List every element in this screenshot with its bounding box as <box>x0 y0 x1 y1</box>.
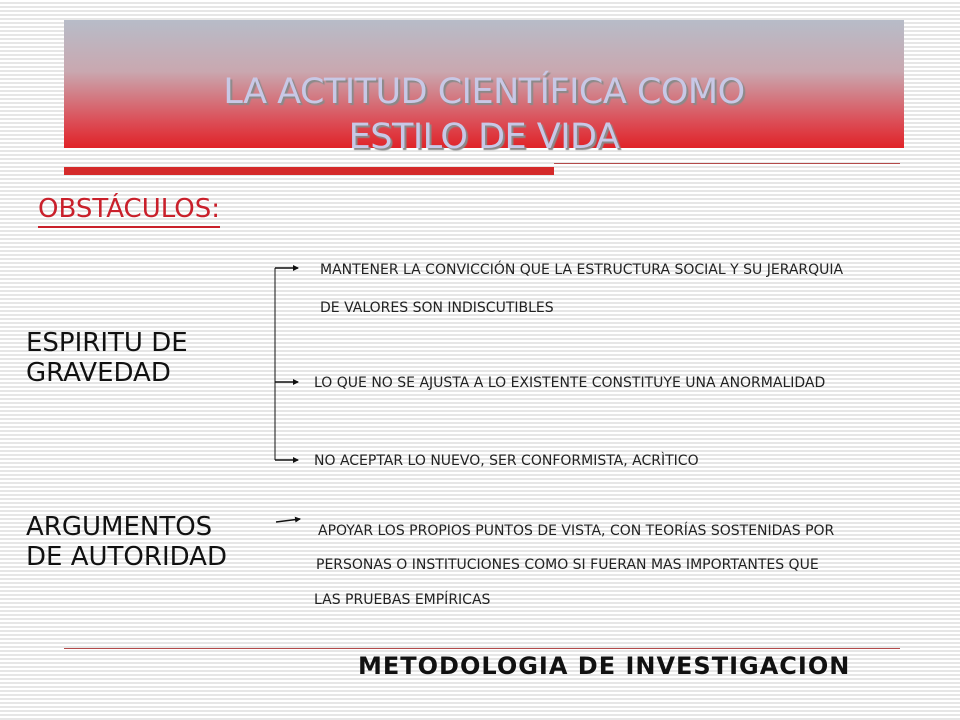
obstacle-item: DE VALORES SON INDISCUTIBLES <box>320 300 554 316</box>
arrow-4 <box>276 519 300 522</box>
title-line-1: LA ACTITUD CIENTÍFICA COMO <box>223 72 745 112</box>
footer-text: METODOLOGIA DE INVESTIGACION <box>358 652 851 680</box>
obstacle-item: LO QUE NO SE AJUSTA A LO EXISTENTE CONSTITUYE UNA ANORMALIDAD <box>314 375 826 391</box>
obstacle-item: NO ACEPTAR LO NUEVO, SER CONFORMISTA, ACRÌTICO <box>314 453 699 469</box>
obstacle-item: PERSONAS O INSTITUCIONES COMO SI FUERAN MAS IMPORTANTES QUE <box>316 557 819 573</box>
obstacle-item: APOYAR LOS PROPIOS PUNTOS DE VISTA, CON TEORÍAS SOSTENIDAS POR <box>318 523 835 539</box>
footer-rule <box>64 648 900 649</box>
group-label-line: ESPIRITU DE <box>26 328 188 358</box>
group-label-line: ARGUMENTOS <box>26 512 213 542</box>
group-label-line: DE AUTORIDAD <box>26 542 227 572</box>
section-heading: OBSTÁCULOS: <box>38 192 220 228</box>
title-line-2: ESTILO DE VIDA <box>348 117 620 157</box>
group-label-line: GRAVEDAD <box>26 358 171 388</box>
obstacle-item: LAS PRUEBAS EMPÍRICAS <box>314 592 491 608</box>
obstacle-item: MANTENER LA CONVICCIÓN QUE LA ESTRUCTURA SOCIAL Y SU JERARQUIA <box>320 262 844 278</box>
